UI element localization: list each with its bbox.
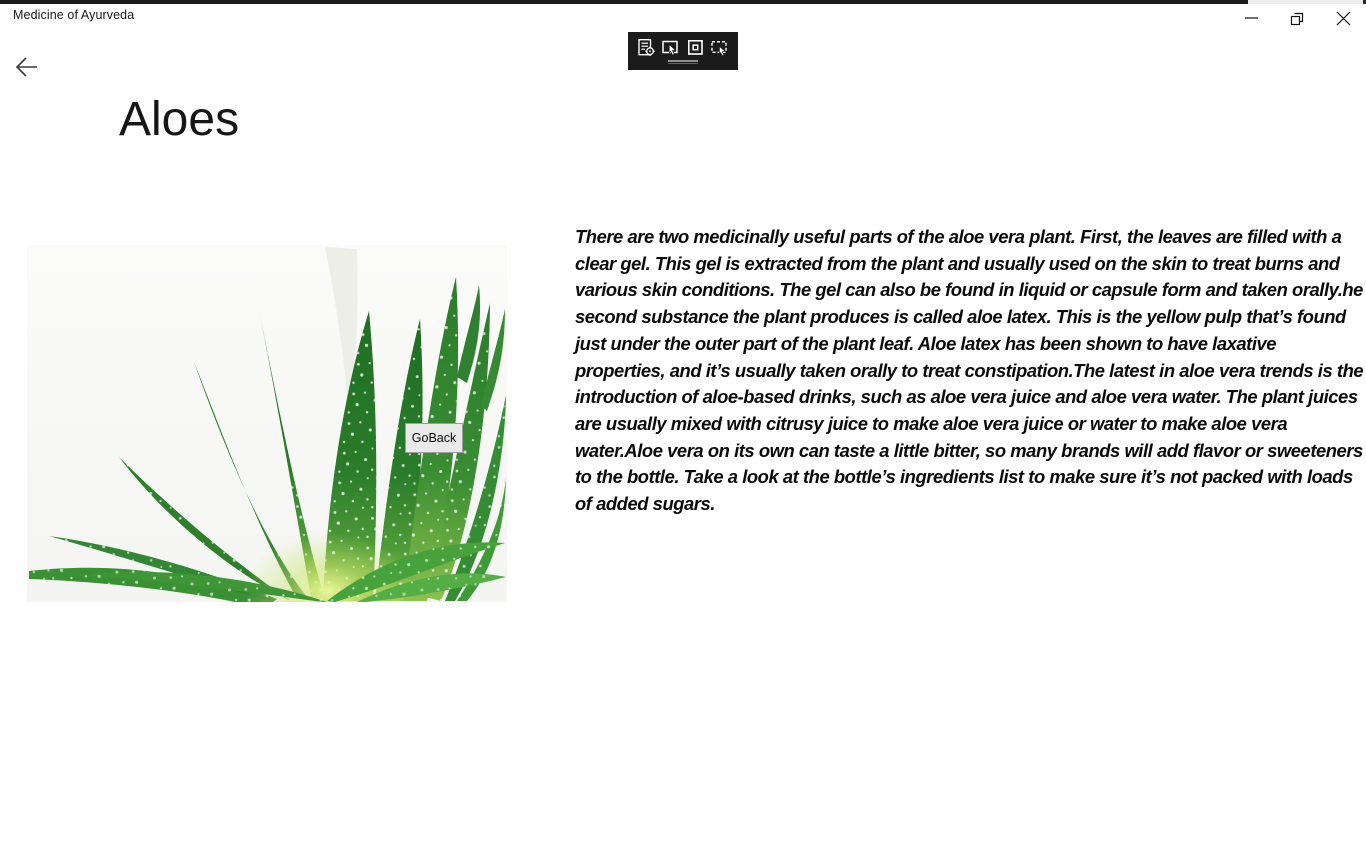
back-button[interactable] [12, 54, 42, 82]
minimize-button[interactable] [1228, 4, 1274, 32]
restore-icon [1274, 4, 1320, 32]
inspect-toolbar-icons [628, 32, 738, 57]
minimize-icon [1228, 4, 1274, 32]
goback-button[interactable]: GoBack [405, 423, 463, 453]
toolbar-drag-handle[interactable] [668, 60, 698, 64]
restore-button[interactable] [1274, 4, 1320, 32]
inspect-toolbar [628, 32, 738, 70]
inspect-form-target-icon[interactable] [636, 37, 656, 57]
select-element-cursor-icon[interactable] [661, 37, 681, 57]
close-icon [1320, 4, 1366, 32]
caption-buttons [1228, 4, 1366, 36]
back-arrow-icon [14, 67, 40, 82]
title-bar [0, 4, 1366, 32]
select-region-cursor-icon[interactable] [710, 37, 730, 57]
article-text: There are two medicinally useful parts of the aloe vera plant. First, the leaves are filled with a clear gel. This gel is extracted from the plant and usually used on the skin to treat burns and various skin conditions. The gel can also be found in liquid or capsule form and taken orally.he second substance the plant produces is called aloe latex. This is the yellow pulp that’s found just under the outer part of the plant leaf. Aloe latex has been shown to have laxative properties, and it’s usually taken orally to treat constipation.The latest in aloe vera trends is the introduction of aloe-based drinks, such as aloe vera juice and aloe vera water. The plant juices are usually mixed with citrusy juice to make aloe vera juice or water to make aloe vera water.Aloe vera on its own can taste a little bitter, so many brands will add flavor or sweeteners to the bottle. Take a look at the bottle’s ingredients list to make sure it’s not packed with loads of added sugars. [575, 226, 1364, 515]
page-title: Aloes [119, 93, 240, 146]
app-title: Medicine of Ayurveda [13, 8, 135, 22]
select-window-frame-icon[interactable] [685, 37, 705, 57]
close-button[interactable] [1320, 4, 1366, 32]
